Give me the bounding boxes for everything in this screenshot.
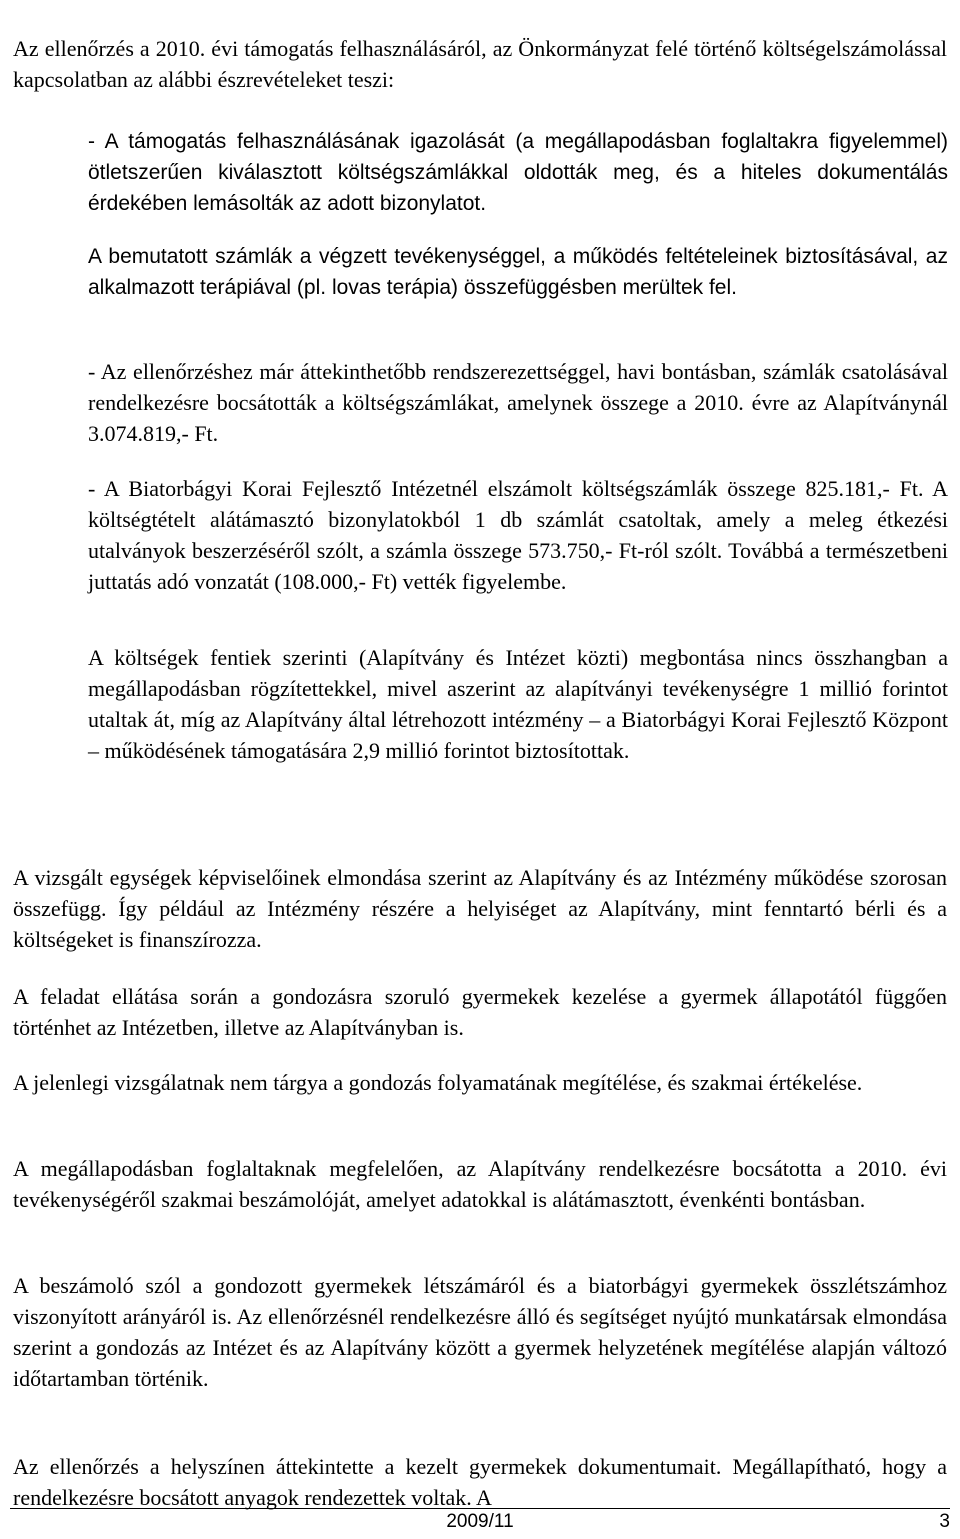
report-code: 2009/11 xyxy=(446,1511,514,1532)
page-number: 3 xyxy=(939,1511,950,1532)
paragraph-representatives: A vizsgált egységek képviselőinek elmondása szerint az Alapítvány és az Intézmény működése szorosan összefügg. Így például az Intézmény részére a helyiséget az Alapítvány, mint fenntartó bérli és a költségeket is finanszírozza. xyxy=(13,865,947,952)
paragraph-item-1: - A támogatás felhasználásának igazolását (a megállapodásban foglaltakra figyelemmel) ötletszerűen kiválasztott költségszámlákkal oldották meg, és a hiteles dokumentálás érdekében lemásolták az adott bizonylatot. xyxy=(88,130,948,215)
paragraph-item-3: - A Biatorbágyi Korai Fejlesztő Intézetnél elszámolt költségszámlák összege 825.181,- Ft. A költségtételt alátámasztó bizonylatokból 1 db számlát csatoltak, amely a meleg étkezési utalványok beszerzéséről szólt, a számla összege 573.750,- Ft-ról szólt. Továbbá a természetbeni juttatás adó vonzatát (108.000,- Ft) vették figyelembe. xyxy=(88,476,948,594)
paragraph-documents: Az ellenőrzés a helyszínen áttekintette a kezelt gyermekek dokumentumait. Megállapítható, hogy a rendelkezésre bocsátott anyagok rendezettek voltak. A xyxy=(13,1454,947,1510)
paragraph-cost-split: A költségek fentiek szerinti (Alapítvány és Intézet közti) megbontása nincs összhangban a megállapodásban rögzítettekkel, mivel aszerint az alapítványi tevékenységre 1 millió forintot utaltak át, míg az Alapítvány által létrehozott intézmény – a Biatorbágyi Korai Fejlesztő Központ – működésének támogatására 2,9 millió forintot biztosítottak. xyxy=(88,645,948,763)
paragraph-agreement: A megállapodásban foglaltaknak megfelelően, az Alapítvány rendelkezésre bocsátotta a 2010. évi tevékenységéről szakmai beszámolóját, amelyet adatokkal is alátámasztott, évenkénti bontásban. xyxy=(13,1156,947,1212)
paragraph-item-2: - Az ellenőrzéshez már áttekinthetőbb rendszerezettséggel, havi bontásban, számlák csatolásával rendelkezésre bocsátották a költségszámlákat, amelynek összege a 2010. évre az Alapítványnál 3.074.819,- Ft. xyxy=(88,359,948,446)
page-footer xyxy=(10,1508,950,1537)
paragraph-report: A beszámoló szól a gondozott gyermekek létszámáról és a biatorbágyi gyermekek összlétszámhoz viszonyított arányáról is. Az ellenőrzésnél rendelkezésre álló és segítséget nyújtó munkatársak elmondása szerint a gondozás az Intézet és az Alapítvány között a gyermek helyzetének megítélése alapján változó időtartamban történik. xyxy=(13,1273,947,1391)
paragraph-scope: A jelenlegi vizsgálatnak nem tárgya a gondozás folyamatának megítélése, és szakmai értékelése. xyxy=(13,1070,863,1095)
paragraph-intro: Az ellenőrzés a 2010. évi támogatás felhasználásáról, az Önkormányzat felé történő költségelszámolással kapcsolatban az alábbi észrevételeket teszi: xyxy=(13,36,947,92)
paragraph-item-1-detail: A bemutatott számlák a végzett tevékenységgel, a működés feltételeinek biztosításával, az alkalmazott terápiával (pl. lovas terápia) összefüggésben merültek fel. xyxy=(88,245,948,299)
paragraph-task: A feladat ellátása során a gondozásra szoruló gyermekek kezelése a gyermek állapotától függően történhet az Intézetben, illetve az Alapítványban is. xyxy=(13,984,947,1040)
